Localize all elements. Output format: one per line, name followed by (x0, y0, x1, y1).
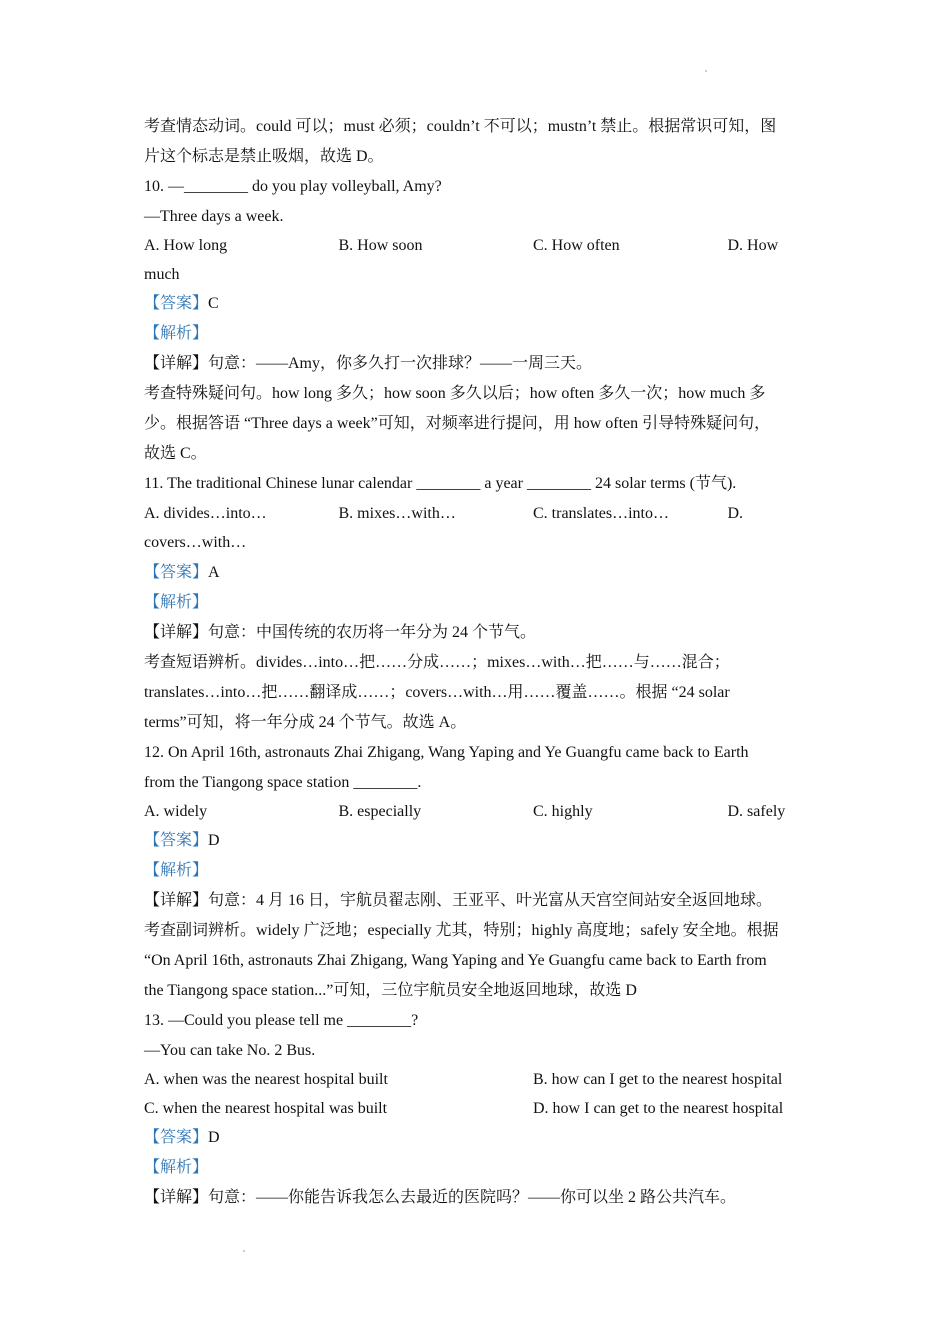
detail-line: translates…into…把……翻译成……；covers…with…用……覆盖……。根据 “24 solar (144, 684, 730, 701)
detail-line: the Tiangong space station...”可知，三位宇航员安全地返回地球，故选 D (144, 982, 637, 999)
option-d: D. (727, 505, 744, 522)
intro-text: 片这个标志是禁止吸烟，故选 D。 (144, 148, 384, 165)
detail-line: 考查短语辨析。divides…into…把……分成……；mixes…with…把……与……混合； (144, 654, 730, 671)
option-c: C. when the nearest hospital was built (144, 1100, 388, 1117)
detail-line: “On April 16th, astronauts Zhai Zhigang, Wang Yaping and Ye Guangfu came back to Earth from (144, 952, 767, 969)
answer-value: C (208, 295, 219, 312)
question-stem: 11. The traditional Chinese lunar calendar ________ a year ________ 24 solar terms (节气). (144, 475, 737, 492)
analysis-label: 【解析】 (144, 325, 209, 342)
option-row (144, 231, 809, 260)
answer-line (144, 558, 809, 588)
option-row (144, 1065, 809, 1094)
answer-value: D (208, 1129, 220, 1146)
option-b: B. mixes…with… (338, 505, 456, 522)
analysis-label: 【解析】 (144, 1159, 209, 1176)
option-c: C. How often (533, 237, 620, 254)
question-stem: 12. On April 16th, astronauts Zhai Zhigang, Wang Yaping and Ye Guangfu came back to Earth (144, 744, 749, 761)
option-a: A. when was the nearest hospital built (144, 1071, 388, 1088)
document-page (144, 112, 809, 1213)
option-c: C. highly (533, 803, 593, 820)
answer-line (144, 1123, 809, 1153)
option-a: A. How long (144, 237, 228, 254)
answer-label: 【答案】 (144, 1129, 209, 1146)
scan-speck (243, 1250, 245, 1252)
option-c: C. translates…into… (533, 505, 669, 522)
detail-line: 考查特殊疑问句。how long 多久；how soon 多久以后；how often 多久一次；how much 多 (144, 385, 766, 402)
option-b: B. especially (338, 803, 422, 820)
detail-line: terms”可知，将一年分成 24 个节气。故选 A。 (144, 714, 467, 731)
question-10 (144, 172, 809, 469)
detail-line: 考查副词辨析。widely 广泛地；especially 尤其，特别；highly 高度地；safely 安全地。根据 (144, 922, 779, 939)
option-a: A. widely (144, 803, 208, 820)
question-stem: —You can take No. 2 Bus. (144, 1042, 316, 1059)
answer-value: A (208, 564, 220, 581)
option-row (144, 797, 809, 826)
detail-line: 故选 C。 (144, 445, 207, 462)
detail-line: 【详解】句意：——Amy，你多久打一次排球？——一周三天。 (144, 355, 593, 372)
answer-label: 【答案】 (144, 295, 209, 312)
question-stem: —Three days a week. (144, 208, 284, 225)
option-row (144, 1094, 809, 1123)
answer-label: 【答案】 (144, 564, 209, 581)
scan-speck (705, 70, 707, 72)
detail-line: 少。根据答语 “Three days a week”可知，对频率进行提问，用 how often 引导特殊疑问句， (144, 415, 771, 432)
analysis-label: 【解析】 (144, 594, 209, 611)
answer-line (144, 826, 809, 856)
option-row (144, 499, 809, 528)
detail-line: 【详解】句意：中国传统的农历将一年分为 24 个节气。 (144, 624, 537, 641)
question-stem: 10. —________ do you play volleyball, Amy? (144, 178, 442, 195)
option-d-wrap: covers…with… (144, 534, 247, 551)
answer-line (144, 289, 809, 319)
question-12 (144, 738, 809, 1006)
question-13 (144, 1006, 809, 1213)
detail-line: 【详解】句意：4 月 16 日，宇航员翟志刚、王亚平、叶光富从天宫空间站安全返回地球。 (144, 892, 773, 909)
question-stem: from the Tiangong space station ________. (144, 774, 422, 791)
question-stem: 13. —Could you please tell me ________? (144, 1012, 419, 1029)
detail-line: 【详解】句意：——你能告诉我怎么去最近的医院吗？——你可以坐 2 路公共汽车。 (144, 1189, 737, 1206)
analysis-label: 【解析】 (144, 862, 209, 879)
option-a: A. divides…into… (144, 505, 267, 522)
answer-label: 【答案】 (144, 832, 209, 849)
intro-text: 考查情态动词。could 可以；must 必须；couldn’t 不可以；mustn’t 禁止。根据常识可知，图 (144, 118, 777, 135)
option-d-wrap: much (144, 266, 180, 283)
option-d: D. How (727, 237, 779, 254)
option-d: D. how I can get to the nearest hospital (533, 1100, 784, 1117)
option-b: B. how can I get to the nearest hospital (533, 1071, 783, 1088)
option-d: D. safely (727, 803, 786, 820)
option-b: B. How soon (338, 237, 423, 254)
answer-value: D (208, 832, 220, 849)
question-11 (144, 469, 809, 738)
